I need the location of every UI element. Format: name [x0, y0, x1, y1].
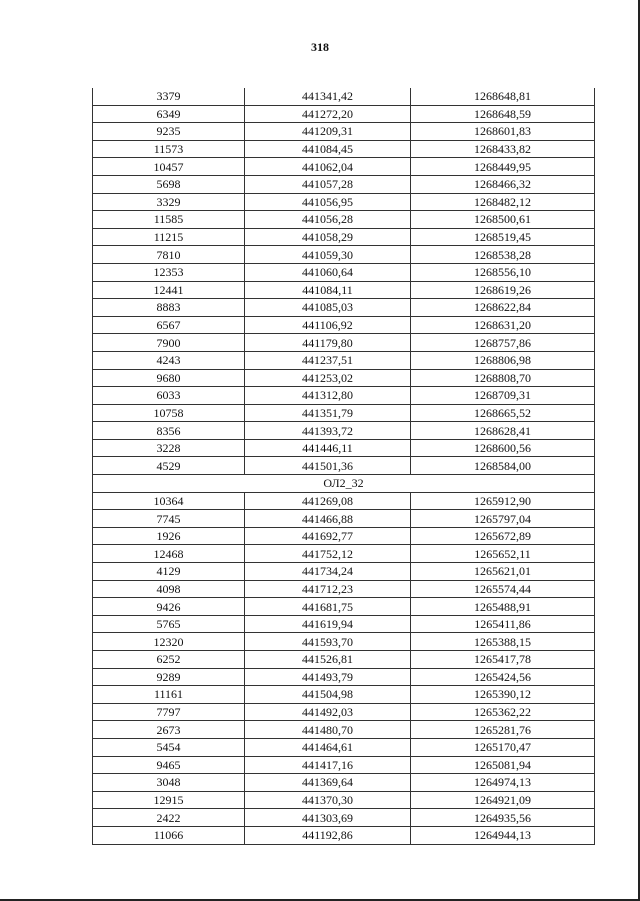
point-number-cell: 12915: [93, 791, 245, 809]
y-coordinate-cell: 1265488,91: [411, 598, 595, 616]
table-row: [93, 580, 595, 598]
point-number-cell: 2422: [93, 809, 245, 827]
x-coordinate-cell: 441464,61: [245, 738, 411, 756]
x-coordinate-cell: 441056,28: [245, 211, 411, 229]
y-coordinate-cell: 1265411,86: [411, 615, 595, 633]
table-row: [93, 545, 595, 563]
y-coordinate-cell: 1265912,90: [411, 492, 595, 510]
y-coordinate-cell: 1268648,81: [411, 88, 595, 105]
page-number: 318: [311, 40, 329, 54]
x-coordinate-cell: 441237,51: [245, 351, 411, 369]
x-coordinate-cell: 441501,36: [245, 457, 411, 475]
point-number-cell: 3379: [93, 88, 245, 105]
y-coordinate-cell: 1268500,61: [411, 211, 595, 229]
point-number-cell: 11066: [93, 826, 245, 844]
x-coordinate-cell: 441341,42: [245, 88, 411, 105]
point-number-cell: 12353: [93, 263, 245, 281]
y-coordinate-cell: 1265652,11: [411, 545, 595, 563]
y-coordinate-cell: 1268628,41: [411, 422, 595, 440]
table-row: [93, 738, 595, 756]
x-coordinate-cell: 441084,11: [245, 281, 411, 299]
y-coordinate-cell: 1265281,76: [411, 721, 595, 739]
y-coordinate-cell: 1265390,12: [411, 686, 595, 704]
table-row: [93, 527, 595, 545]
point-number-cell: 4243: [93, 351, 245, 369]
table-row: [93, 721, 595, 739]
x-coordinate-cell: 441681,75: [245, 598, 411, 616]
y-coordinate-cell: 1264921,09: [411, 791, 595, 809]
x-coordinate-cell: 441059,30: [245, 246, 411, 264]
point-number-cell: 4129: [93, 563, 245, 581]
point-number-cell: 9235: [93, 123, 245, 141]
y-coordinate-cell: 1268600,56: [411, 439, 595, 457]
y-coordinate-cell: 1268433,82: [411, 140, 595, 158]
x-coordinate-cell: 441393,72: [245, 422, 411, 440]
table-row: [93, 263, 595, 281]
y-coordinate-cell: 1268556,10: [411, 263, 595, 281]
y-coordinate-cell: 1268648,59: [411, 105, 595, 123]
x-coordinate-cell: 441493,79: [245, 668, 411, 686]
x-coordinate-cell: 441370,30: [245, 791, 411, 809]
y-coordinate-cell: 1268449,95: [411, 158, 595, 176]
y-coordinate-cell: 1268466,32: [411, 175, 595, 193]
y-coordinate-cell: 1264974,13: [411, 774, 595, 792]
x-coordinate-cell: 441253,02: [245, 369, 411, 387]
y-coordinate-cell: 1268619,26: [411, 281, 595, 299]
x-coordinate-cell: 441269,08: [245, 492, 411, 510]
point-number-cell: 8883: [93, 299, 245, 317]
y-coordinate-cell: 1265362,22: [411, 703, 595, 721]
point-number-cell: 6349: [93, 105, 245, 123]
point-number-cell: 9426: [93, 598, 245, 616]
table-row: [93, 281, 595, 299]
y-coordinate-cell: 1265388,15: [411, 633, 595, 651]
x-coordinate-cell: 441417,16: [245, 756, 411, 774]
table-row: [93, 492, 595, 510]
table-row: [93, 809, 595, 827]
point-number-cell: 12320: [93, 633, 245, 651]
point-number-cell: 7745: [93, 510, 245, 528]
x-coordinate-cell: 441060,64: [245, 263, 411, 281]
table-row: [93, 369, 595, 387]
table-row: [93, 387, 595, 405]
y-coordinate-cell: 1268538,28: [411, 246, 595, 264]
x-coordinate-cell: 441492,03: [245, 703, 411, 721]
table-row: [93, 316, 595, 334]
table-row: [93, 351, 595, 369]
x-coordinate-cell: 441446,11: [245, 439, 411, 457]
y-coordinate-cell: 1268806,98: [411, 351, 595, 369]
point-number-cell: 9680: [93, 369, 245, 387]
y-coordinate-cell: 1268757,86: [411, 334, 595, 352]
table-row: [93, 246, 595, 264]
point-number-cell: 10457: [93, 158, 245, 176]
table-row: [93, 123, 595, 141]
table-row: [93, 334, 595, 352]
y-coordinate-cell: 1265797,04: [411, 510, 595, 528]
point-number-cell: 5698: [93, 175, 245, 193]
section-title: ОЛ2_32: [93, 475, 595, 493]
point-number-cell: 2673: [93, 721, 245, 739]
point-number-cell: 12468: [93, 545, 245, 563]
point-number-cell: 11215: [93, 228, 245, 246]
y-coordinate-cell: 1265621,01: [411, 563, 595, 581]
table-row: [93, 791, 595, 809]
y-coordinate-cell: 1265672,89: [411, 527, 595, 545]
y-coordinate-cell: 1268584,00: [411, 457, 595, 475]
point-number-cell: 4098: [93, 580, 245, 598]
point-number-cell: 12441: [93, 281, 245, 299]
x-coordinate-cell: 441712,23: [245, 580, 411, 598]
point-number-cell: 3228: [93, 439, 245, 457]
table-row: [93, 651, 595, 669]
point-number-cell: 11585: [93, 211, 245, 229]
point-number-cell: 6033: [93, 387, 245, 405]
table-row: [93, 686, 595, 704]
x-coordinate-cell: 441734,24: [245, 563, 411, 581]
x-coordinate-cell: 441466,88: [245, 510, 411, 528]
table-row: [93, 826, 595, 844]
x-coordinate-cell: 441526,81: [245, 651, 411, 669]
y-coordinate-cell: 1264944,13: [411, 826, 595, 844]
x-coordinate-cell: 441369,64: [245, 774, 411, 792]
point-number-cell: 6567: [93, 316, 245, 334]
y-coordinate-cell: 1268665,52: [411, 404, 595, 422]
point-number-cell: 5454: [93, 738, 245, 756]
point-number-cell: 10364: [93, 492, 245, 510]
y-coordinate-cell: 1268482,12: [411, 193, 595, 211]
table-row: [93, 299, 595, 317]
point-number-cell: 9465: [93, 756, 245, 774]
point-number-cell: 11573: [93, 140, 245, 158]
y-coordinate-cell: 1265574,44: [411, 580, 595, 598]
table-row: [93, 756, 595, 774]
table-row: [93, 193, 595, 211]
point-number-cell: 5765: [93, 615, 245, 633]
table-row: [93, 633, 595, 651]
x-coordinate-cell: 441752,12: [245, 545, 411, 563]
table-row: [93, 404, 595, 422]
table-row: [93, 88, 595, 105]
y-coordinate-cell: 1264935,56: [411, 809, 595, 827]
table-row: [93, 422, 595, 440]
table-row: [93, 563, 595, 581]
point-number-cell: 9289: [93, 668, 245, 686]
point-number-cell: 11161: [93, 686, 245, 704]
table-row: [93, 598, 595, 616]
table-row: [93, 439, 595, 457]
x-coordinate-cell: 441057,28: [245, 175, 411, 193]
table-row: [93, 211, 595, 229]
coordinates-table-body: [93, 88, 595, 844]
y-coordinate-cell: 1268709,31: [411, 387, 595, 405]
y-coordinate-cell: 1265424,56: [411, 668, 595, 686]
point-number-cell: 4529: [93, 457, 245, 475]
point-number-cell: 3048: [93, 774, 245, 792]
x-coordinate-cell: 441303,69: [245, 809, 411, 827]
x-coordinate-cell: 441085,03: [245, 299, 411, 317]
x-coordinate-cell: 441058,29: [245, 228, 411, 246]
x-coordinate-cell: 441056,95: [245, 193, 411, 211]
y-coordinate-cell: 1268519,45: [411, 228, 595, 246]
x-coordinate-cell: 441062,04: [245, 158, 411, 176]
table-row: [93, 175, 595, 193]
x-coordinate-cell: 441504,98: [245, 686, 411, 704]
table-row: [93, 774, 595, 792]
y-coordinate-cell: 1268808,70: [411, 369, 595, 387]
point-number-cell: 7810: [93, 246, 245, 264]
table-row: [93, 668, 595, 686]
section-title-row: [93, 475, 595, 493]
table-row: [93, 510, 595, 528]
point-number-cell: 7797: [93, 703, 245, 721]
table-row: [93, 158, 595, 176]
x-coordinate-cell: 441192,86: [245, 826, 411, 844]
x-coordinate-cell: 441084,45: [245, 140, 411, 158]
y-coordinate-cell: 1265081,94: [411, 756, 595, 774]
y-coordinate-cell: 1265170,47: [411, 738, 595, 756]
table-row: [93, 105, 595, 123]
x-coordinate-cell: 441351,79: [245, 404, 411, 422]
coordinates-table: [92, 88, 595, 845]
x-coordinate-cell: 441209,31: [245, 123, 411, 141]
y-coordinate-cell: 1265417,78: [411, 651, 595, 669]
point-number-cell: 1926: [93, 527, 245, 545]
x-coordinate-cell: 441106,92: [245, 316, 411, 334]
point-number-cell: 3329: [93, 193, 245, 211]
point-number-cell: 8356: [93, 422, 245, 440]
x-coordinate-cell: 441480,70: [245, 721, 411, 739]
x-coordinate-cell: 441692,77: [245, 527, 411, 545]
x-coordinate-cell: 441272,20: [245, 105, 411, 123]
table-row: [93, 140, 595, 158]
y-coordinate-cell: 1268622,84: [411, 299, 595, 317]
x-coordinate-cell: 441593,70: [245, 633, 411, 651]
y-coordinate-cell: 1268601,83: [411, 123, 595, 141]
x-coordinate-cell: 441619,94: [245, 615, 411, 633]
point-number-cell: 10758: [93, 404, 245, 422]
table-row: [93, 703, 595, 721]
table-row: [93, 457, 595, 475]
point-number-cell: 7900: [93, 334, 245, 352]
point-number-cell: 6252: [93, 651, 245, 669]
table-row: [93, 228, 595, 246]
y-coordinate-cell: 1268631,20: [411, 316, 595, 334]
x-coordinate-cell: 441179,80: [245, 334, 411, 352]
x-coordinate-cell: 441312,80: [245, 387, 411, 405]
table-row: [93, 615, 595, 633]
